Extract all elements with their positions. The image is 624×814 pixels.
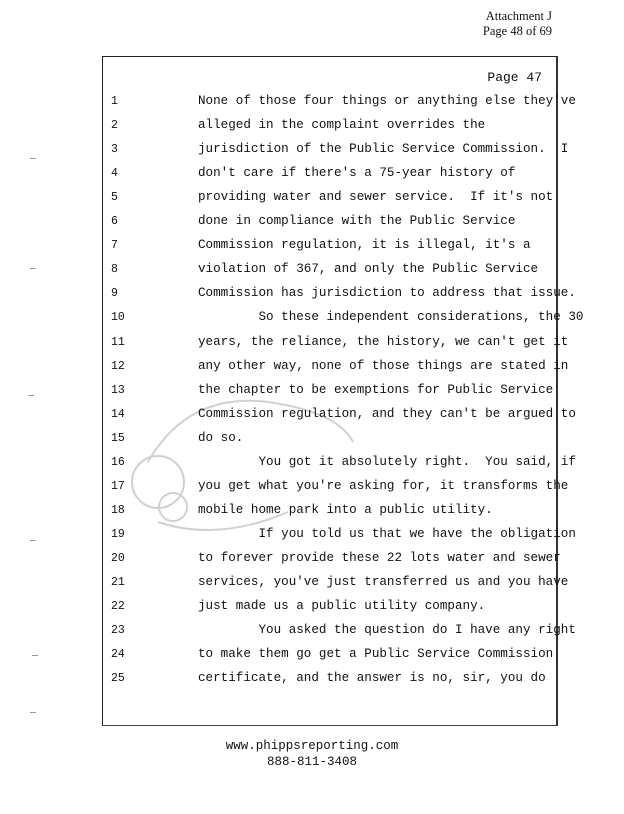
line-text: If you told us that we have the obligation [198, 526, 576, 541]
line-number: 22 [111, 600, 125, 614]
line-number: 4 [111, 167, 118, 181]
margin-mark [30, 712, 36, 713]
line-text: services, you've just transferred us and you have [198, 575, 569, 589]
line-number: 12 [111, 359, 125, 373]
line-text: do so. [198, 430, 244, 445]
line-text: don't care if there's a 75-year history of [198, 166, 516, 181]
line-number: 1 [111, 95, 118, 108]
line-number: 18 [111, 503, 125, 517]
line-number: 8 [111, 263, 118, 277]
line-number: 14 [111, 407, 125, 421]
page-of-label: Page 48 of 69 [482, 24, 552, 38]
line-text: any other way, none of those things are stated in [198, 358, 569, 373]
line-text: None of those four things or anything else they've [198, 94, 576, 108]
margin-mark [28, 395, 34, 396]
line-number: 25 [111, 672, 125, 686]
line-text: jurisdiction of the Public Service Commission. I [198, 142, 569, 157]
line-text: to make them go get a Public Service Commission [198, 647, 554, 662]
margin-mark [30, 268, 36, 269]
line-number: 9 [111, 287, 118, 301]
line-text: certificate, and the answer is no, sir, you do [198, 671, 546, 686]
line-text: Commission regulation, it is illegal, it's a [198, 238, 531, 253]
line-text: the chapter to be exemptions for Public Service [198, 382, 554, 397]
line-text: Commission regulation, and they can't be argued to [198, 406, 576, 421]
margin-mark [30, 540, 36, 541]
line-text: Commission has jurisdiction to address that issue. [198, 286, 576, 301]
line-number: 13 [111, 383, 125, 397]
line-number: 11 [111, 335, 125, 349]
line-number: 17 [111, 479, 125, 493]
line-text: done in compliance with the Public Service [198, 214, 516, 229]
line-number: 21 [111, 576, 125, 589]
line-number: 19 [111, 527, 125, 541]
line-number: 16 [111, 455, 125, 469]
line-text: You asked the question do I have any right [198, 623, 576, 638]
line-text: years, the reliance, the history, we can't get it [198, 334, 569, 349]
footer-phone: 888-811-3408 [266, 755, 357, 769]
line-number: 15 [111, 431, 125, 445]
line-number: 5 [111, 191, 118, 205]
line-number: 24 [111, 648, 125, 662]
attachment-label: Attachment J [485, 9, 552, 23]
margin-mark [30, 158, 36, 159]
footer-website: www.phippsreporting.com [225, 739, 399, 753]
line-text: You got it absolutely right. You said, if [198, 454, 576, 469]
line-number: 2 [111, 119, 118, 133]
line-text: to forever provide these 22 lots water and sewer [198, 550, 561, 565]
attachment-header [483, 9, 552, 39]
margin-mark [32, 655, 38, 656]
line-text: mobile home park into a public utility. [198, 502, 493, 517]
line-text: just made us a public utility company. [198, 599, 486, 614]
line-number: 23 [111, 624, 125, 638]
transcript-page-label: Page 47 [487, 70, 542, 85]
line-text: violation of 367, and only the Public Service [198, 262, 539, 277]
line-text: you get what you're asking for, it transforms the [198, 478, 569, 493]
line-text: alleged in the complaint overrides the [198, 118, 486, 133]
line-text: So these independent considerations, the 30 [198, 310, 584, 325]
line-number: 10 [111, 311, 125, 325]
line-number: 3 [111, 143, 118, 157]
line-number: 7 [111, 239, 118, 253]
line-text: providing water and sewer service. If it's not [198, 190, 554, 205]
line-number: 20 [111, 551, 125, 565]
line-number: 6 [111, 215, 118, 229]
